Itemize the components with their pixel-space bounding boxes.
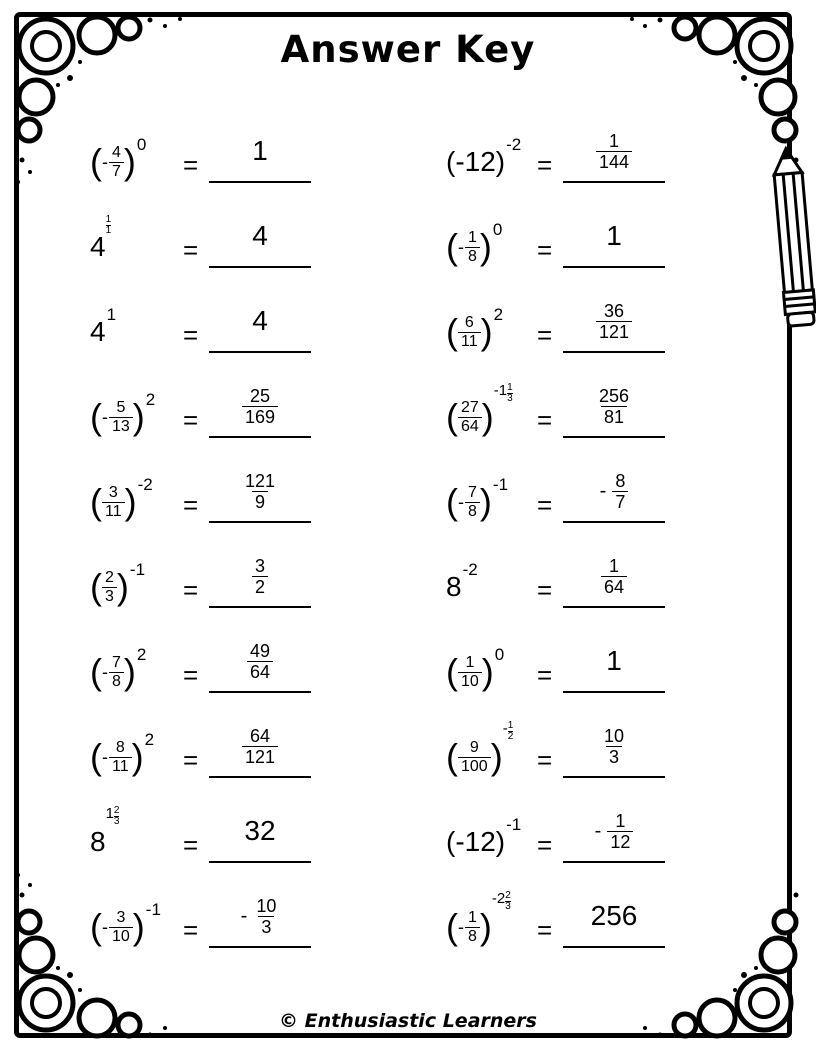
equals-sign: = <box>537 490 553 520</box>
answer-line: $\frac{1}{64}$ <box>563 546 665 608</box>
equals-sign: = <box>183 405 199 435</box>
answer-line: $\frac{49}{64}$ <box>209 631 311 693</box>
answer-line: - $\frac{10}{3}$ <box>209 886 311 948</box>
problem-expression: ( $\frac{1}{10}$ ) 0 <box>446 645 505 692</box>
answer-line: 1 <box>209 121 311 183</box>
answer-line: 4 <box>209 206 311 268</box>
equals-sign: = <box>537 915 553 945</box>
problem-expression: (-12) -1 <box>446 815 522 857</box>
equals-sign: = <box>537 405 553 435</box>
answer-line: $\frac{121}{9}$ <box>209 461 311 523</box>
equals-sign: = <box>537 830 553 860</box>
problem-expression: ( - $\frac{1}{8}$ ) 0 <box>446 220 503 267</box>
problem-expression: ( - $\frac{7}{8}$ ) -1 <box>446 475 509 522</box>
problem-expression: 8 -2 <box>446 560 478 602</box>
equals-sign: = <box>183 150 199 180</box>
problem-expression: ( - $\frac{4}{7}$ ) 0 <box>90 135 147 182</box>
problem-expression: 4 1 <box>90 305 117 347</box>
problem-expression: ( $\frac{3}{11}$ ) -2 <box>90 475 153 522</box>
answer-line: 32 <box>209 801 311 863</box>
answer-line: 1 <box>563 631 665 693</box>
answer-line: - $\frac{8}{7}$ <box>563 461 665 523</box>
problem-expression: ( - $\frac{1}{8}$ ) -2 2 3 <box>446 890 511 947</box>
problem-expression: ( - $\frac{3}{10}$ ) -1 <box>90 900 161 947</box>
problem-expression: ( $\frac{27}{64}$ ) -1 1 3 <box>446 382 513 437</box>
problem-expression: ( - $\frac{7}{8}$ ) 2 <box>90 645 147 692</box>
answer-line: $\frac{36}{121}$ <box>563 291 665 353</box>
equals-sign: = <box>537 660 553 690</box>
answer-line: $\frac{10}{3}$ <box>563 716 665 778</box>
answer-line: $\frac{3}{2}$ <box>209 546 311 608</box>
equals-sign: = <box>537 575 553 605</box>
equals-sign: = <box>183 575 199 605</box>
problem-expression: ( $\frac{9}{100}$ ) - 1 2 <box>446 720 514 777</box>
equals-sign: = <box>183 915 199 945</box>
problem-expression: ( $\frac{6}{11}$ ) 2 <box>446 305 504 352</box>
page-title: Answer Key <box>280 28 536 71</box>
answer-line: 1 <box>563 206 665 268</box>
copyright-footer: © Enthusiastic Learners <box>279 1010 537 1032</box>
answer-line: $\frac{256}{81}$ <box>563 376 665 438</box>
equals-sign: = <box>183 490 199 520</box>
equals-sign: = <box>537 745 553 775</box>
equals-sign: = <box>537 150 553 180</box>
equals-sign: = <box>183 235 199 265</box>
problem-expression: (-12) -2 <box>446 135 522 177</box>
answer-line: $\frac{64}{121}$ <box>209 716 311 778</box>
answer-line: $\frac{1}{144}$ <box>563 121 665 183</box>
problem-expression: ( - $\frac{5}{13}$ ) 2 <box>90 390 156 437</box>
problem-expression: ( - $\frac{8}{11}$ ) 2 <box>90 730 155 777</box>
answer-line: - $\frac{1}{12}$ <box>563 801 665 863</box>
equals-sign: = <box>183 660 199 690</box>
problem-expression: ( $\frac{2}{3}$ ) -1 <box>90 560 146 607</box>
equals-sign: = <box>183 320 199 350</box>
answer-line: 256 <box>563 886 665 948</box>
problem-expression: 8 1 2 3 <box>90 805 120 857</box>
problem-expression: 4 1 1 <box>90 214 112 262</box>
equals-sign: = <box>183 830 199 860</box>
equals-sign: = <box>537 235 553 265</box>
equals-sign: = <box>183 745 199 775</box>
answer-line: $\frac{25}{169}$ <box>209 376 311 438</box>
answer-line: 4 <box>209 291 311 353</box>
equals-sign: = <box>537 320 553 350</box>
